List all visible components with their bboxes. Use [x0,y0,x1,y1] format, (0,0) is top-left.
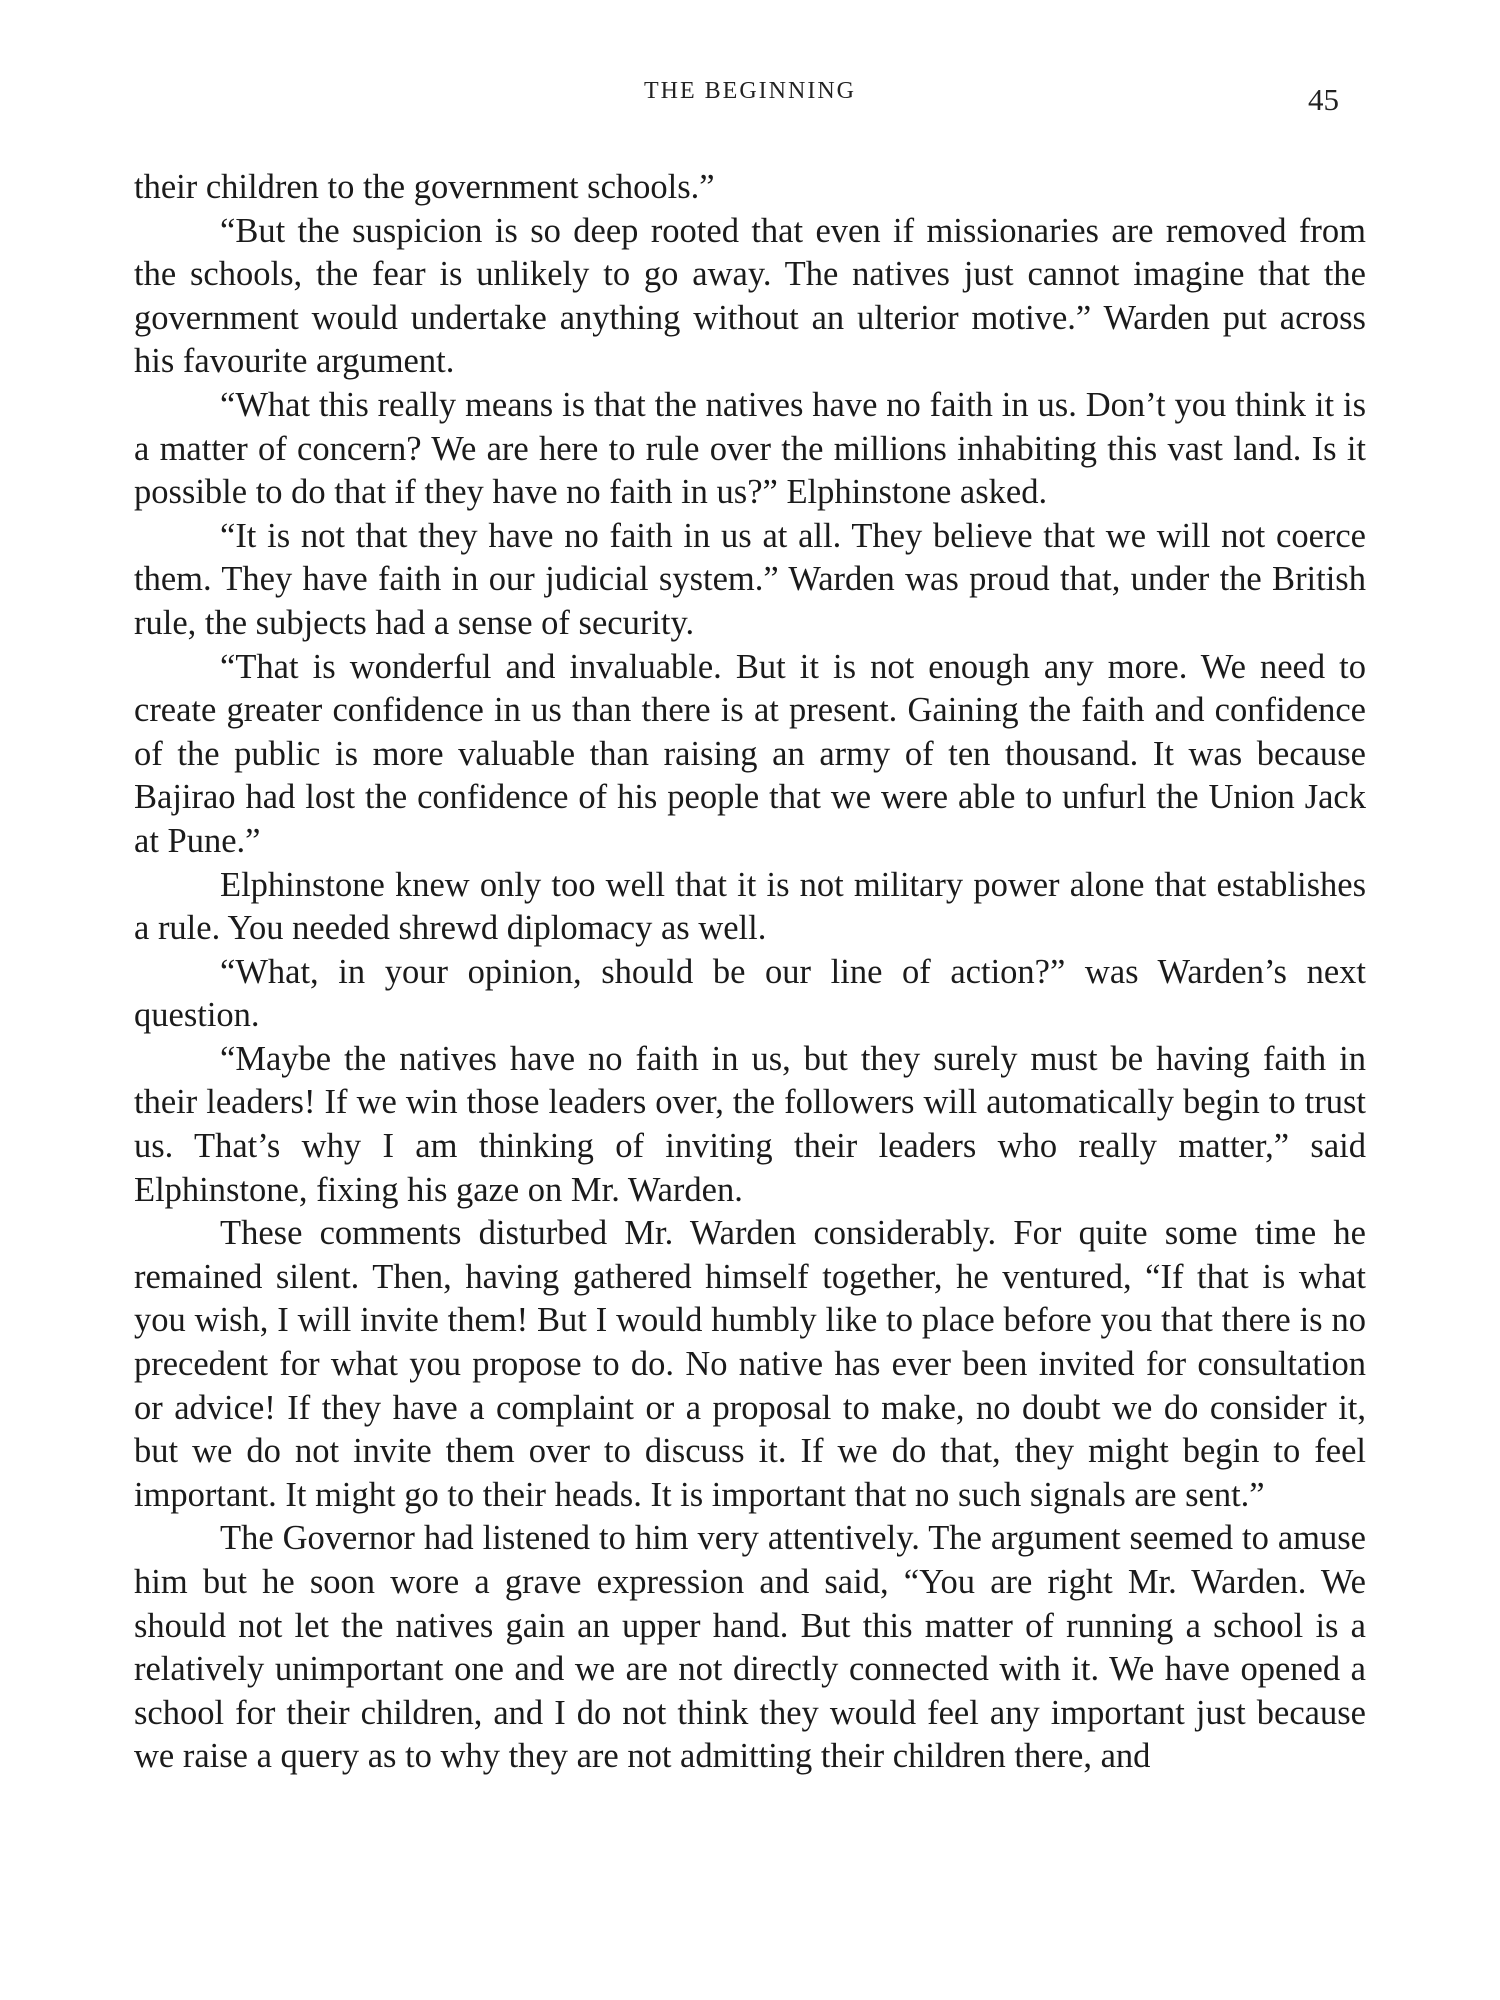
paragraph: “What, in your opinion, should be our line of action?” was Warden’s next question. [134,952,1366,1035]
page-number: 45 [1308,82,1339,117]
paragraph: Elphinstone knew only too well that it is not military power alone that establishes a rule. You needed shrewd diplomacy as well. [134,865,1366,948]
paragraph: “It is not that they have no faith in us at all. They believe that we will not coerce them. They have faith in our judicial system.” Warden was proud that, under the British rule, the subjects had a sense of security. [134,516,1366,642]
paragraph: their children to the government schools.” [134,168,715,206]
paragraph: These comments disturbed Mr. Warden considerably. For quite some time he remained silent. Then, having gathered himself together, he ventured, “If that is what you wish, I will invite them! But I would humbly like to place before you that there is no precedent for what you propose to do. No native has ever been invited for consultation or advice! If they have a complaint or a proposal to make, no doubt we do consider it, but we do not invite them over to discuss it. If we do that, they might begin to feel important. It might go to their heads. It is important that no such signals are sent.” [134,1214,1366,1514]
paragraph: “Maybe the natives have no faith in us, but they surely must be having faith in their leaders! If we win those leaders over, the followers will automatically begin to trust us. That’s why I am thinking of inviting their leaders who really matter,” said Elphinstone, fixing his gaze on Mr. Warden. [134,1039,1366,1209]
running-header [0,78,1500,118]
paragraph: The Governor had listened to him very attentively. The argument seemed to amuse him but he soon wore a grave expression and said, “You are right Mr. Warden. We should not let the natives gain an upper hand. But this matter of running a school is a relatively unimportant one and we are not directly connected with it. We have opened a school for their children, and I do not think they would feel any important just because we raise a query as to why they are not admitting their children there, and [134,1519,1366,1776]
paragraph: “That is wonderful and invaluable. But it is not enough any more. We need to create greater confidence in us than there is at present. Gaining the faith and confidence of the public is more valuable than raising an army of ten thousand. It was because Bajirao had lost the confidence of his people that we were able to unfurl the Union Jack at Pune.” [134,647,1366,860]
paragraph: “But the suspicion is so deep rooted that even if missionaries are removed from the schools, the fear is unlikely to go away. The natives just cannot imagine that the government would undertake anything without an ulterior motive.” Warden put across his favourite argument. [134,211,1366,381]
paragraph: “What this really means is that the natives have no faith in us. Don’t you think it is a matter of concern? We are here to rule over the millions inhabiting this vast land. Is it possible to do that if they have no faith in us?” Elphinstone asked. [134,385,1366,512]
body-text [134,166,1366,1779]
running-title: THE BEGINNING [644,78,856,104]
